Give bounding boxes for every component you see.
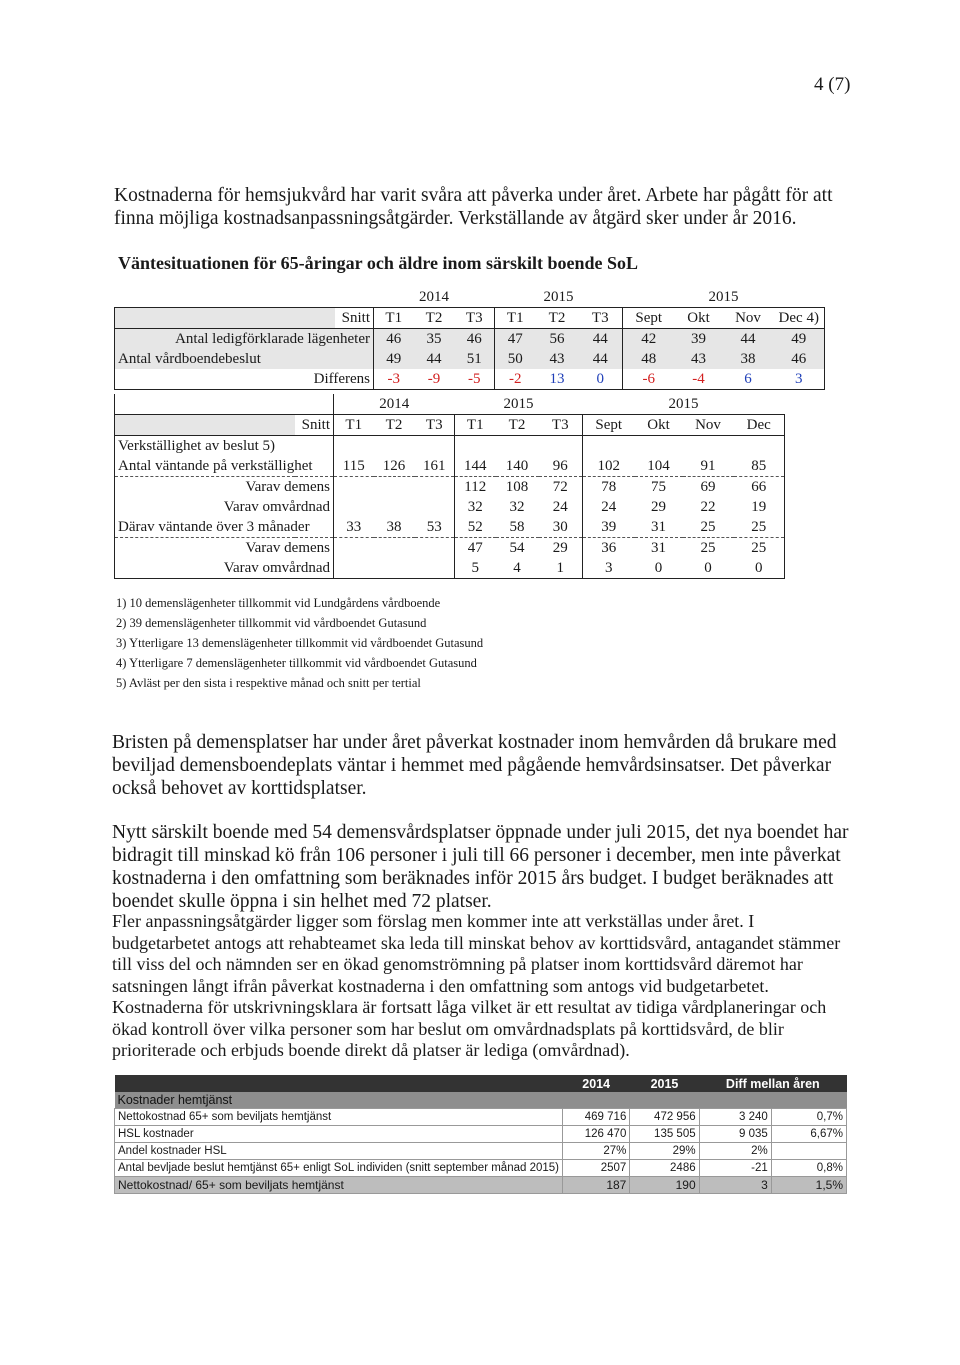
cell	[334, 477, 374, 498]
col-header: Dec 4)	[774, 308, 825, 329]
table-row	[115, 369, 825, 390]
cost-table-section	[115, 1092, 847, 1109]
cell: 1,5%	[771, 1177, 846, 1194]
cell: 31	[635, 517, 683, 538]
paragraph-line: Bristen på demensplatser har under året påverkat kostnader inom hemvården då brukare med	[112, 732, 837, 753]
cell: 30	[539, 517, 583, 538]
cell: 22	[700, 498, 716, 515]
cell: -3	[374, 369, 414, 390]
col-header: Nov	[683, 415, 734, 436]
cell: 3	[583, 558, 635, 579]
cell: 187	[563, 1177, 630, 1194]
paragraph-line: ökad kontroll över vilka personer som har beslut om omvårdnadsplats på korttidsvård, de blir	[112, 1018, 784, 1039]
table-row	[115, 1143, 847, 1160]
cell: 161	[415, 456, 455, 477]
cell: -5	[455, 369, 495, 390]
cell: 46	[455, 329, 495, 350]
cell: 0,8%	[771, 1160, 846, 1177]
cell: 49	[774, 329, 825, 350]
paragraph-line: också behovet av korttidsplatser.	[112, 778, 367, 799]
cell: 0	[579, 369, 623, 390]
cell: 69	[700, 478, 716, 495]
cost-table	[114, 1075, 847, 1194]
cell: 33	[334, 517, 374, 538]
cell: 53	[415, 517, 455, 538]
row-label: Antal bevljade beslut hemtjänst 65+ enligt SoL individen (snitt september månad 2015)	[115, 1160, 563, 1177]
cell: 13	[536, 369, 579, 390]
col-header: T1	[374, 308, 414, 329]
cell: -4	[675, 369, 723, 390]
cell: 29	[539, 538, 583, 559]
col-header: T2	[536, 308, 579, 329]
waiting-table-apartments	[114, 287, 825, 390]
header-cell	[115, 1075, 563, 1092]
cell: 46	[374, 329, 414, 350]
cell: 32	[467, 498, 483, 515]
cell: 46	[774, 349, 825, 369]
footnote: 2) 39 demenslägenheter tillkommit vid vårdboendet Gutasund	[116, 616, 427, 630]
col-header: Snitt	[295, 415, 334, 436]
table-row	[115, 1109, 847, 1126]
year-label: 2015	[543, 288, 574, 305]
cell: 44	[723, 329, 774, 350]
cell: 104	[635, 456, 683, 477]
paragraph-line: Nytt särskilt boende med 54 demensvårdsplatser öppnade under juli 2015, det nya boendet har	[112, 822, 849, 843]
row-label: Antal ledigförklarade lägenheter	[115, 329, 374, 350]
cell: 19	[734, 497, 785, 517]
cell: 25	[683, 517, 734, 538]
cell: 29	[651, 498, 666, 515]
cell: 126 470	[563, 1126, 630, 1143]
row-label: Därav väntande över 3 månader	[115, 517, 334, 538]
cell: 144	[455, 456, 496, 477]
cost-table-header	[115, 1075, 847, 1092]
cell: 42	[623, 329, 675, 350]
table-row	[115, 1160, 847, 1177]
cell: 58	[496, 517, 539, 538]
row-label: Nettokostnad/ 65+ som beviljats hemtjänst	[115, 1177, 563, 1194]
footnote: 5) Avläst per den sista i respektive månad och snitt per tertial	[116, 676, 421, 690]
section-label: Verkställighet av beslut 5)	[115, 436, 334, 457]
paragraph-line: satsningen långt ifrån påverkat kostnaderna i den omfattning som antogs vid budgetarbetet.	[112, 975, 769, 996]
year-label: 2015	[708, 288, 739, 305]
row-label: Antal väntande på verkställighet	[115, 456, 334, 477]
col-header: Nov	[723, 308, 774, 329]
footnote: 3) Ytterligare 13 demenslägenheter tillkommit vid vårdboendet Gutasund	[116, 636, 484, 650]
cell: 27%	[563, 1143, 630, 1160]
row-label: Varav demens	[115, 477, 334, 498]
year-label: 2015	[668, 395, 699, 412]
header-cell: 2014	[563, 1075, 630, 1092]
paragraph-line: beviljad demensboendeplats väntar i hemmet med pågående hemvårdsinsatser. Det påverkar	[112, 755, 832, 776]
cell	[374, 538, 415, 559]
cell	[374, 558, 415, 579]
paragraph-line: kostnaderna i den omfattning som beräknades inför 2015 års budget. I budget beräknades att	[112, 868, 834, 889]
cell: 9 035	[699, 1126, 771, 1143]
cell: 36	[601, 539, 617, 556]
col-header: Okt	[675, 308, 723, 329]
paragraph	[112, 731, 852, 800]
cell: 96	[539, 456, 583, 477]
cell	[334, 558, 374, 579]
footnote: 4) Ytterligare 7 demenslägenheter tillkommit vid vårdboendet Gutasund	[116, 656, 477, 670]
cell: 24	[601, 498, 617, 515]
cell: 25	[700, 539, 716, 556]
cell: 25	[734, 517, 785, 538]
paragraph-line: budgetarbetet antogs att rehabteamet ska leda till minskat behov av korttidsvård, antagandet stämmer	[112, 932, 841, 953]
cell: 72	[539, 477, 583, 498]
paragraph-line: prioriterade och erbjuds boende direkt då platser är lediga (omvårdnad).	[112, 1040, 630, 1060]
cell: 66	[734, 477, 785, 498]
table-row	[115, 456, 785, 477]
cell	[374, 477, 415, 498]
col-header: T3	[579, 308, 623, 329]
waiting-table-enforcement	[114, 394, 785, 579]
cell: 190	[630, 1177, 699, 1194]
cell: 25	[734, 538, 785, 559]
table-row	[115, 1126, 847, 1143]
table-row	[115, 538, 785, 559]
cell: 39	[583, 517, 635, 538]
paragraph-line: bidragit till minskad kö från 106 personer i juli till 66 personer i december, men inte påverkat	[112, 845, 841, 866]
cell: 31	[651, 539, 666, 556]
cell: 39	[675, 329, 723, 350]
paragraph-line: boendet skulle öppna i sin helhet med 72 platser.	[112, 891, 492, 912]
cell: 140	[496, 456, 539, 477]
table-row	[115, 517, 785, 538]
footnote: 1) 10 demenslägenheter tillkommit vid Lundgårdens vårdboende	[116, 596, 441, 610]
cell: 38	[374, 517, 415, 538]
col-header: Okt	[635, 415, 683, 436]
cell: 85	[734, 456, 785, 477]
cell: 6	[723, 369, 774, 390]
header-cell: Diff mellan åren	[699, 1075, 846, 1092]
cell: 115	[334, 456, 374, 477]
col-header: Dec	[734, 415, 785, 436]
cell: 2%	[699, 1143, 771, 1160]
cell	[415, 497, 455, 517]
cell: 135 505	[630, 1126, 699, 1143]
cell: 78	[601, 478, 617, 495]
col-header: Sept	[583, 415, 635, 436]
cell: 48	[641, 350, 657, 367]
cell: 38	[740, 350, 756, 367]
cell: 6,67%	[771, 1126, 846, 1143]
cell: 2507	[563, 1160, 630, 1177]
cell	[374, 497, 415, 517]
cell: -9	[414, 369, 455, 390]
table-row	[115, 497, 785, 517]
cell: 56	[536, 329, 579, 350]
year-label: 2014	[419, 288, 449, 305]
footnotes	[116, 593, 483, 693]
col-header: T3	[415, 415, 455, 436]
paragraph-line: till viss del och nämnden ser en ökad genomströmning på platser inom korttidsvård däremot har	[112, 954, 803, 974]
cell: 112	[464, 478, 487, 495]
paragraph-line: Fler anpassningsåtgärder ligger som förslag men kommer inte att verkställas under året. I	[112, 911, 755, 931]
cell: 0,7%	[771, 1109, 846, 1126]
cell: 4	[496, 558, 539, 579]
cell	[415, 477, 455, 498]
cell: 3 240	[699, 1109, 771, 1126]
cell: 44	[579, 349, 623, 369]
cell: -21	[699, 1160, 771, 1177]
cell	[334, 497, 374, 517]
section-heading: Väntesituationen för 65-åringar och äldre inom särskilt boende SoL	[118, 253, 639, 273]
cell: 50	[507, 350, 523, 367]
col-header: T1	[495, 308, 536, 329]
year-label: 2014	[379, 395, 410, 412]
cell: 44	[579, 329, 623, 350]
cell: 24	[539, 497, 583, 517]
row-label: Nettokostnad 65+ som beviljats hemtjänst	[115, 1109, 563, 1126]
table-row	[115, 329, 825, 350]
cell: 52	[455, 517, 496, 538]
cell: 0	[734, 558, 785, 579]
cell: 49	[386, 350, 402, 367]
col-header: T1	[334, 415, 374, 436]
cell: 29%	[630, 1143, 699, 1160]
cell: -6	[623, 369, 675, 390]
page-number: 4 (7)	[814, 74, 851, 95]
cell: 47	[467, 539, 483, 556]
intro-paragraph	[114, 184, 844, 230]
cell: 3	[699, 1177, 771, 1194]
table-row-total	[115, 1177, 847, 1194]
cell: 469 716	[563, 1109, 630, 1126]
col-header: T2	[496, 415, 539, 436]
cell: 0	[635, 558, 683, 579]
row-label: HSL kostnader	[115, 1126, 563, 1143]
col-header: T2	[414, 308, 455, 329]
cell	[771, 1143, 846, 1160]
section-label: Kostnader hemtjänst	[115, 1092, 563, 1109]
cell: 5	[455, 558, 496, 579]
cell: 3	[774, 369, 825, 390]
cell	[415, 558, 455, 579]
cell: 2486	[630, 1160, 699, 1177]
cell: 126	[374, 456, 415, 477]
table-row	[115, 477, 785, 498]
cell: 75	[651, 478, 666, 495]
cell: 102	[583, 456, 635, 477]
year-label: 2015	[503, 395, 534, 412]
row-label: Differens	[115, 369, 374, 390]
col-header: T1	[455, 415, 496, 436]
cell: 35	[414, 329, 455, 350]
cell: 1	[539, 558, 583, 579]
cell: 51	[455, 349, 495, 369]
cell: 44	[426, 350, 442, 367]
table-row	[115, 349, 825, 369]
paragraph	[112, 821, 852, 913]
cell: 108	[505, 478, 529, 495]
paragraph	[112, 911, 852, 1062]
cell: 54	[509, 539, 525, 556]
row-label: Andel kostnader HSL	[115, 1143, 563, 1160]
col-header: T2	[374, 415, 415, 436]
header-cell: 2015	[630, 1075, 699, 1092]
cell: 43	[691, 350, 706, 367]
col-header: T3	[539, 415, 583, 436]
col-header: Sept	[623, 308, 675, 329]
cell: 472 956	[630, 1109, 699, 1126]
row-label: Varav demens	[115, 538, 334, 559]
cell	[334, 538, 374, 559]
paragraph-line: Kostnaderna för utskrivningsklara är fortsatt låga vilket är ett resultat av tidiga vårdplaneringar och	[112, 997, 827, 1017]
cell: 32	[509, 498, 525, 515]
cell: 91	[683, 456, 734, 477]
cell: 0	[683, 558, 734, 579]
col-header: T3	[455, 308, 495, 329]
intro-line: Kostnaderna för hemsjukvård har varit svåra att påverka under året. Arbete har pågått för att	[114, 185, 833, 206]
cell: -2	[495, 369, 536, 390]
table-row	[115, 558, 785, 579]
row-label: Antal vårdboendebeslut	[115, 349, 374, 369]
cell	[415, 538, 455, 559]
intro-line: finna möjliga kostnadsanpassningsåtgärder. Verkställande av åtgärd sker under år 2016.	[114, 208, 797, 229]
cell: 47	[495, 329, 536, 350]
row-label: Varav omvårdnad	[115, 497, 334, 517]
row-label: Varav omvårdnad	[115, 558, 334, 579]
col-header: Snitt	[335, 308, 374, 329]
cell: 43	[549, 350, 565, 367]
